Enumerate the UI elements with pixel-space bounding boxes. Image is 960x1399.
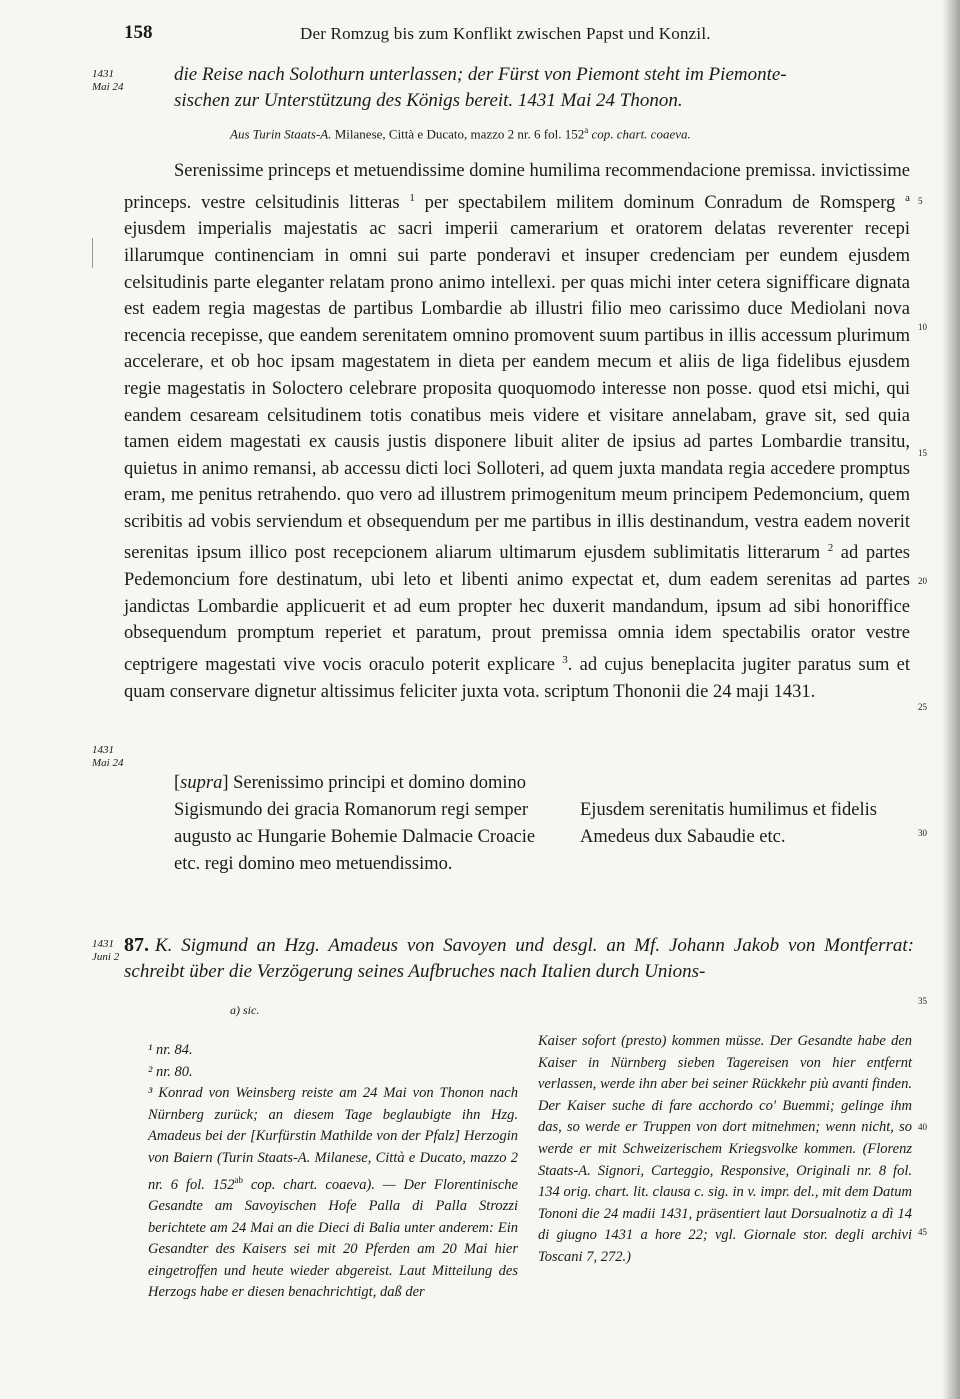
signature-block: Ejusdem serenitatis humilimus et fidelis Amedeus dux Sabaudie etc. (580, 800, 877, 847)
body-text-3: ejusdem imperialis majestatis ac sacri imperii camerarium et oratorem delatas reverenter recepi illarumque continenciam in omni sui parte ponderavi et insuper credenciam per eundem ejusdem celsitudinis parte eleganter relatam prono animo intellexi. per quas michi inter cetera signifficare dignata est eadem regia magestas de partibus Lombardie ab illustri filio meo carissimo duce Mediolani nova recencia recepisse, que eandem serenitatem omnino promovent suum partibus in illis accessum plurimum accelerare, et ob hoc ipsam magestatem in dieta per eandem mecum et aliis de liga fidelibus ejusdem regie magestatis in Soloctero celebrare proposita quoquomodo interesse non posse. quod etsi michi, qui eandem cesaream celsitudinem totis conatibus meis videre et visitare annelabam, grave sit, sed quia tamen eidem magestati ex causis justis disponere libuit aliter de ipsius ad partes Lombardie transitu, quietus in animo remansi, ab accessu dicti loci Solloteri, ad quem juxta mandata regia accedere promptus eram, me penitus retrahendo. quo vero ad illustrem primogenitum meum principem Pedemoncium, quem scribitis ad vobis serviendum et obsequendum per me partibus in illis destinandum, vestra eadem noverit serenitas ipsum illico post recepcionem aliarum ultimarum ejusdem sublimitatis litterarum (124, 219, 910, 564)
source-citation (230, 125, 691, 142)
margin-date-day: Mai 24 (92, 757, 124, 769)
entry-number: 87. (124, 934, 149, 956)
source-middle: Milanese, Città e Ducato, mazzo 2 nr. 6 fol. 152 (334, 126, 585, 142)
line-number-25: 25 (918, 702, 927, 712)
letter-body (124, 158, 910, 705)
line-number-30: 30 (918, 828, 927, 838)
margin-date-year: 1431 (92, 68, 114, 80)
line-number-10: 10 (918, 322, 927, 332)
footnote-3-text-1: ³ Konrad von Weinsberg reiste am 24 Mai von Thonon nach Nürnberg zurück; an diesem Tage beglaubigte ihn Hzg. Amadeus bei der [Kurfürstin Mathilde von der Pfalz] Herzogin von Baiern (Turin Staats-A. Milanese, Città e Ducato, mazzo 2 nr. 6 fol. 152 (148, 1085, 518, 1193)
line-number-45: 45 (918, 1227, 927, 1237)
margin-date-year: 1431 (92, 938, 114, 950)
body-text-2: per spectabilem militem dominum Conradum de Romsperg (414, 192, 906, 213)
address-text: Serenissimo principi et domino domino Sigismundo dei gracia Romanorum regi semper augusto ac Hungarie Bohemie Dalmacie Croacie etc. regi domino meo metuendissimo. (174, 773, 536, 874)
document-summary (174, 62, 914, 114)
margin-date-day: Mai 24 (92, 81, 124, 93)
footnote-3-text-2: cop. chart. coaeva). — Der Florentinische Gesandte am Savoyischen Hofe Palla di Palla Strozzi berichtete am 24 Mai an die Dieci di Balia unter anderem: Ein Gesandter des Kaisers sei mit 20 Pferden am 20 Mai hier eingetroffen und heute wieder abgereist. Laut Mitteilung des Herzogs habe er diesen benachrichtigt, daß der (148, 1176, 518, 1301)
footnote-a: a) sic. (230, 1003, 260, 1017)
summary-line-2: sischen zur Unterstützung des Königs bereit. 1431 Mai 24 Thonon. (174, 90, 683, 111)
footnote-ref-2: 2 (827, 542, 834, 555)
margin-date-mid (92, 744, 142, 770)
line-number-5: 5 (918, 196, 923, 206)
entry-summary: K. Sigmund an Hzg. Amadeus von Savoyen und desgl. an Mf. Johann Jakob von Montferrat: schreibt über die Verzögerung seines Aufbruches nach Italien durch Unions- (124, 935, 914, 982)
body-text-4: ad partes Pedemoncium fore destinatum, ubi leto et libenti animo expectat et, dum eadem serenitas ad partes jandictas Lombardie applicuerit et ad eum propter hec duxerit mandandum, ipsum ad sibi honoriffice obsequendum promptum reperiet et paratum, prout premissa omnia idem spectabilis orator vestre ceptrigere magestati vive vocis oraculo poterit explicare (124, 543, 910, 676)
line-number-35: 35 (918, 996, 927, 1006)
summary-line-1: die Reise nach Solothurn unterlassen; der Fürst von Piemont steht im Piemonte- (174, 64, 787, 85)
page-edge-shadow (942, 0, 960, 1399)
line-number-40: 40 (918, 1122, 927, 1132)
margin-date-year: 1431 (92, 744, 114, 756)
body-text-1: Serenissime princeps et metuendissime domine humilima recommendacione premissa. invictissime princeps. vestre celsitudinis litteras (124, 161, 910, 213)
line-number-15: 15 (918, 448, 927, 458)
running-title: Der Romzug bis zum Konflikt zwischen Papst und Konzil. (300, 24, 711, 43)
margin-date-day: Juni 2 (92, 951, 120, 963)
line-number-20: 20 (918, 576, 927, 586)
entry-87 (124, 932, 914, 985)
source-sup: a (584, 125, 589, 135)
source-prefix: Aus Turin Staats-A. (230, 126, 332, 142)
supra-word: supra (180, 773, 223, 793)
footnote-ref-a: a (905, 191, 910, 204)
margin-date-top (92, 68, 142, 94)
footnote-1: ¹ nr. 84. (148, 1042, 193, 1058)
footnote-ref-1: 1 (409, 191, 415, 204)
footnote-3-sup: ab (234, 1174, 243, 1185)
footnote-ref-3: 3 (562, 654, 568, 666)
source-suffix: cop. chart. coaeva. (591, 126, 691, 142)
footnote-3 (148, 1083, 518, 1304)
pencil-mark (92, 238, 93, 268)
footnote-2: ² nr. 80. (148, 1063, 193, 1080)
page-number: 158 (124, 22, 153, 43)
footnotes-right-column: Kaiser sofort (presto) kommen müsse. Der Gesandte habe den Kaiser in Nürnberg sieben Tagereisen von hier entfernt verlassen, werde ihn aber bei seiner Rückkehr più avanti finden. Der Kaiser suche di fare acchordo co' Buemmi; gelinge ihm das, so werde er Truppen von dort mitnehmen; wenn nicht, so werde er mit Schweizerischem Kriegsvolke kommen. (Florenz Staats-A. Signori, Carteggio, Responsive, Originali nr. 8 fol. 134 orig. chart. lit. clausa c. sig. in v. impr. del., mit dem Datum Tononi die 24 madii 1431, präsentiert laut Dorsualnotiz a dì 14 di giugno 1431 a hore 22; vgl. Giornale stor. degli archivi Toscani 7, 272.) (538, 1033, 912, 1265)
footnotes-left-column (148, 1040, 518, 1304)
address-block: [supra] Serenissimo principi et domino domino Sigismundo dei gracia Romanorum regi semper augusto ac Hungarie Bohemie Dalmacie Croacie etc. regi domino meo metuendissimo. (174, 773, 536, 874)
body-text-5: . ad cujus beneplacita jugiter paratus sum et quam conservare dignetur altissimus feliciter juxta vota. scriptum Thononii die 24 maji 1431. (124, 655, 910, 702)
